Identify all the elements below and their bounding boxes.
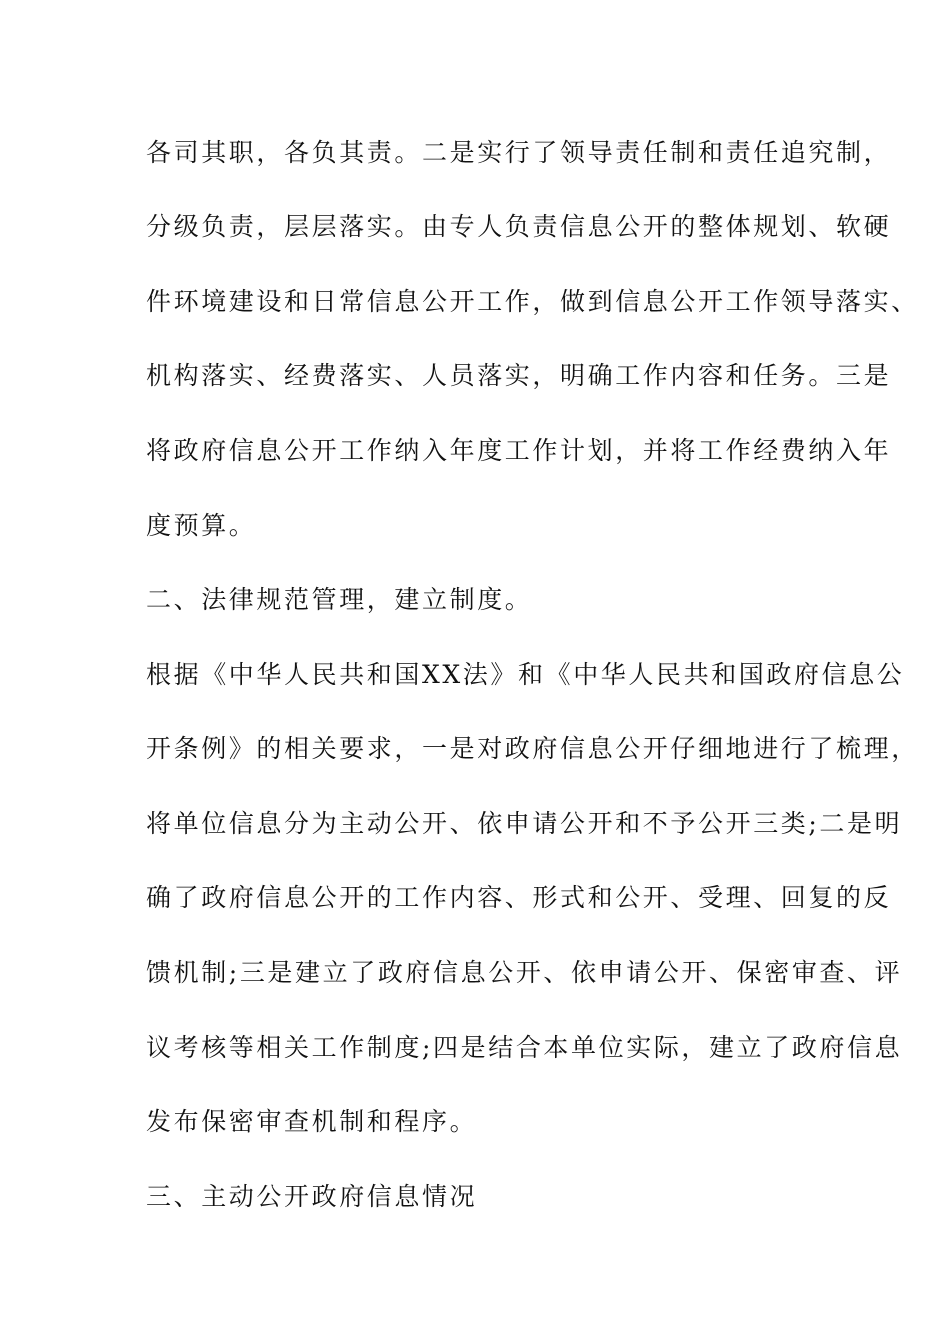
body-text-line: 机构落实、经费落实、人员落实，明确工作内容和任务。三是 — [146, 361, 892, 390]
section-heading: 三、主动公开政府信息情况 — [146, 1182, 478, 1211]
body-text-line: 将政府信息公开工作纳入年度工作计划，并将工作经费纳入年 — [146, 436, 892, 465]
body-text-line: 确了政府信息公开的工作内容、形式和公开、受理、回复的反 — [146, 883, 892, 912]
body-text-line: 根据《中华人民共和国XX法》和《中华人民共和国政府信息公 — [146, 660, 905, 689]
body-text-line: 议考核等相关工作制度;四是结合本单位实际，建立了政府信息 — [146, 1033, 903, 1062]
body-text-line: 馈机制;三是建立了政府信息公开、依申请公开、保密审查、评 — [146, 958, 903, 987]
body-text-line: 度预算。 — [146, 511, 257, 540]
body-text-line: 分级负责，层层落实。由专人负责信息公开的整体规划、软硬 — [146, 212, 892, 241]
section-heading: 二、法律规范管理，建立制度。 — [146, 585, 533, 614]
body-text-line: 各司其职，各负其责。二是实行了领导责任制和责任追究制， — [146, 138, 892, 167]
body-text-line: 开条例》的相关要求，一是对政府信息公开仔细地进行了梳理， — [146, 734, 919, 763]
body-text-line: 将单位信息分为主动公开、依申请公开和不予公开三类;二是明 — [146, 809, 903, 838]
body-text-line: 件环境建设和日常信息公开工作，做到信息公开工作领导落实、 — [146, 287, 919, 316]
body-text-line: 发布保密审查机制和程序。 — [146, 1107, 478, 1136]
